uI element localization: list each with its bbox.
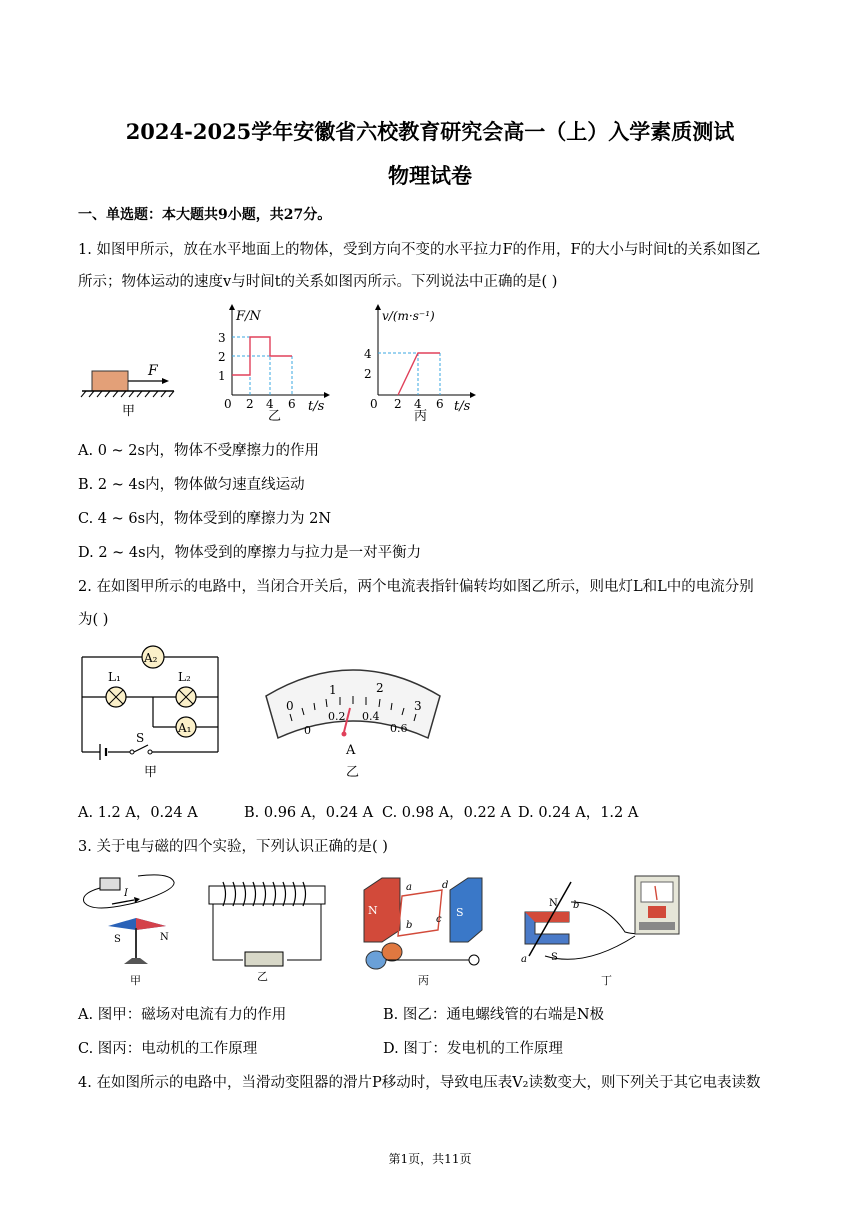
q1-figure-jia <box>78 355 188 420</box>
battery <box>100 878 120 890</box>
battery <box>245 952 283 966</box>
q1-option-a: A. 0 ~ 2s内，物体不受摩擦力的作用 <box>78 443 319 459</box>
q3-option-a: A. 图甲：磁场对电流有力的作用 <box>78 1007 287 1023</box>
y-tick: 4 <box>364 347 372 361</box>
inner-tick: 0.6 <box>390 722 408 735</box>
x-tick: 6 <box>436 397 444 411</box>
caption-jia: 甲 <box>122 404 136 419</box>
q3-figure-yi <box>205 878 330 990</box>
x-tick: 0 <box>370 397 378 411</box>
q2-option-a: A. 1.2 A，0.24 A <box>78 805 198 821</box>
q3-figure-jia <box>78 868 188 990</box>
inner-tick: 0 <box>304 724 311 737</box>
q1-figure-yi <box>212 300 332 422</box>
outer-tick: 1 <box>329 683 337 697</box>
q1-option-b: B. 2 ~ 4s内，物体做匀速直线运动 <box>78 477 305 493</box>
caption-ding: 丁 <box>601 974 612 987</box>
lamp-l1-label: L₁ <box>108 670 121 684</box>
x-tick: 6 <box>288 397 296 411</box>
y-tick: 1 <box>218 369 226 383</box>
q1-option-d: D. 2 ~ 4s内，物体受到的摩擦力与拉力是一对平衡力 <box>78 545 422 561</box>
x-tick: 2 <box>246 397 254 411</box>
outer-tick: 2 <box>376 681 384 695</box>
pole-s: S <box>114 934 121 945</box>
switch-label: S <box>136 731 145 745</box>
ammeter-a2-label: A₂ <box>144 651 158 665</box>
caption-yi: 乙 <box>268 409 282 422</box>
q3-figure-ding <box>515 872 690 990</box>
x-axis-label: t/s <box>454 399 471 414</box>
rod-end-a: a <box>521 954 527 965</box>
y-axis-label: v/(m·s⁻¹) <box>382 309 435 323</box>
q3-option-c: C. 图丙：电动机的工作原理 <box>78 1041 258 1057</box>
q1-text-line1: 1. 如图甲所示，放在水平地面上的物体，受到方向不变的水平拉力F的作用，F的大小与时间t的关系如图乙 <box>78 242 761 258</box>
q2-text-line2: 为( ) <box>78 612 109 628</box>
q2-option-b: B. 0.96 A，0.24 A <box>244 805 374 821</box>
q3-option-b: B. 图乙：通电螺线管的右端是N极 <box>383 1007 605 1023</box>
q3-figure-bing <box>358 870 488 990</box>
q2-figure-jia <box>78 642 228 782</box>
pole-n: N <box>368 904 378 917</box>
page-footer: 第1页，共11页 <box>388 1152 472 1166</box>
caption-yi: 乙 <box>346 765 360 780</box>
q3-text-line1: 3. 关于电与磁的四个实验，下列认识正确的是( ) <box>78 839 388 855</box>
outer-tick: 0 <box>286 699 294 713</box>
x-axis-label: t/s <box>308 399 325 414</box>
pole-s: S <box>551 952 558 963</box>
q1-text-line2: 所示；物体运动的速度v与时间t的关系如图丙所示。下列说法中正确的是( ) <box>78 274 558 290</box>
y-tick: 2 <box>218 350 226 364</box>
rod-end-b: b <box>573 900 580 911</box>
caption-bing: 丙 <box>418 974 429 987</box>
page-title: 2024-2025学年安徽省六校教育研究会高一（上）入学素质测试 <box>125 119 735 144</box>
inner-tick: 0.4 <box>362 710 380 723</box>
y-axis-label: F/N <box>236 309 261 324</box>
y-tick: 2 <box>364 367 372 381</box>
x-tick: 4 <box>414 397 422 411</box>
coil-label-c: c <box>436 914 442 925</box>
coil-label-b: b <box>406 920 413 931</box>
q3-option-d: D. 图丁：发电机的工作原理 <box>383 1041 563 1057</box>
ammeter-a1-label: A₁ <box>178 721 192 735</box>
caption-yi: 乙 <box>257 970 268 983</box>
dial-unit: A <box>346 743 356 758</box>
caption-bing: 丙 <box>414 409 428 422</box>
inner-tick: 0.2 <box>328 710 346 723</box>
coil <box>398 890 442 936</box>
x-tick: 0 <box>224 397 232 411</box>
lamp-l2-label: L₂ <box>178 670 191 684</box>
q2-option-c: C. 0.98 A，0.22 A <box>382 805 512 821</box>
page-subtitle: 物理试卷 <box>388 163 472 188</box>
q1-option-c: C. 4 ~ 6s内，物体受到的摩擦力为 2N <box>78 511 332 527</box>
caption-jia: 甲 <box>130 974 141 987</box>
x-tick: 2 <box>394 397 402 411</box>
caption-jia: 甲 <box>144 765 158 780</box>
pole-s: S <box>456 906 464 919</box>
q2-figure-yi <box>258 652 448 782</box>
q1-figure-bing <box>358 300 483 422</box>
coil-label-d: d <box>442 880 449 891</box>
q2-text-line1: 2. 在如图甲所示的电路中，当闭合开关后，两个电流表指针偏转均如图乙所示，则电灯L和L中的电流分别 <box>78 579 754 595</box>
q2-option-d: D. 0.24 A，1.2 A <box>518 805 639 821</box>
y-tick: 3 <box>218 331 226 345</box>
pole-n: N <box>549 898 558 909</box>
block <box>92 371 128 391</box>
force-label: F <box>148 363 158 379</box>
q4-text-line1: 4. 在如图所示的电路中，当滑动变阻器的滑片P移动时，导致电压表V₂读数变大，则下列关于其它电表读数 <box>78 1075 761 1091</box>
section-heading: 一、单选题：本大题共9小题，共27分。 <box>78 207 332 223</box>
magnet-s <box>450 878 482 942</box>
coil-label-a: a <box>406 882 412 893</box>
pole-n: N <box>160 932 169 943</box>
current-label: I <box>124 888 128 899</box>
x-tick: 4 <box>266 397 274 411</box>
outer-tick: 3 <box>414 699 422 713</box>
